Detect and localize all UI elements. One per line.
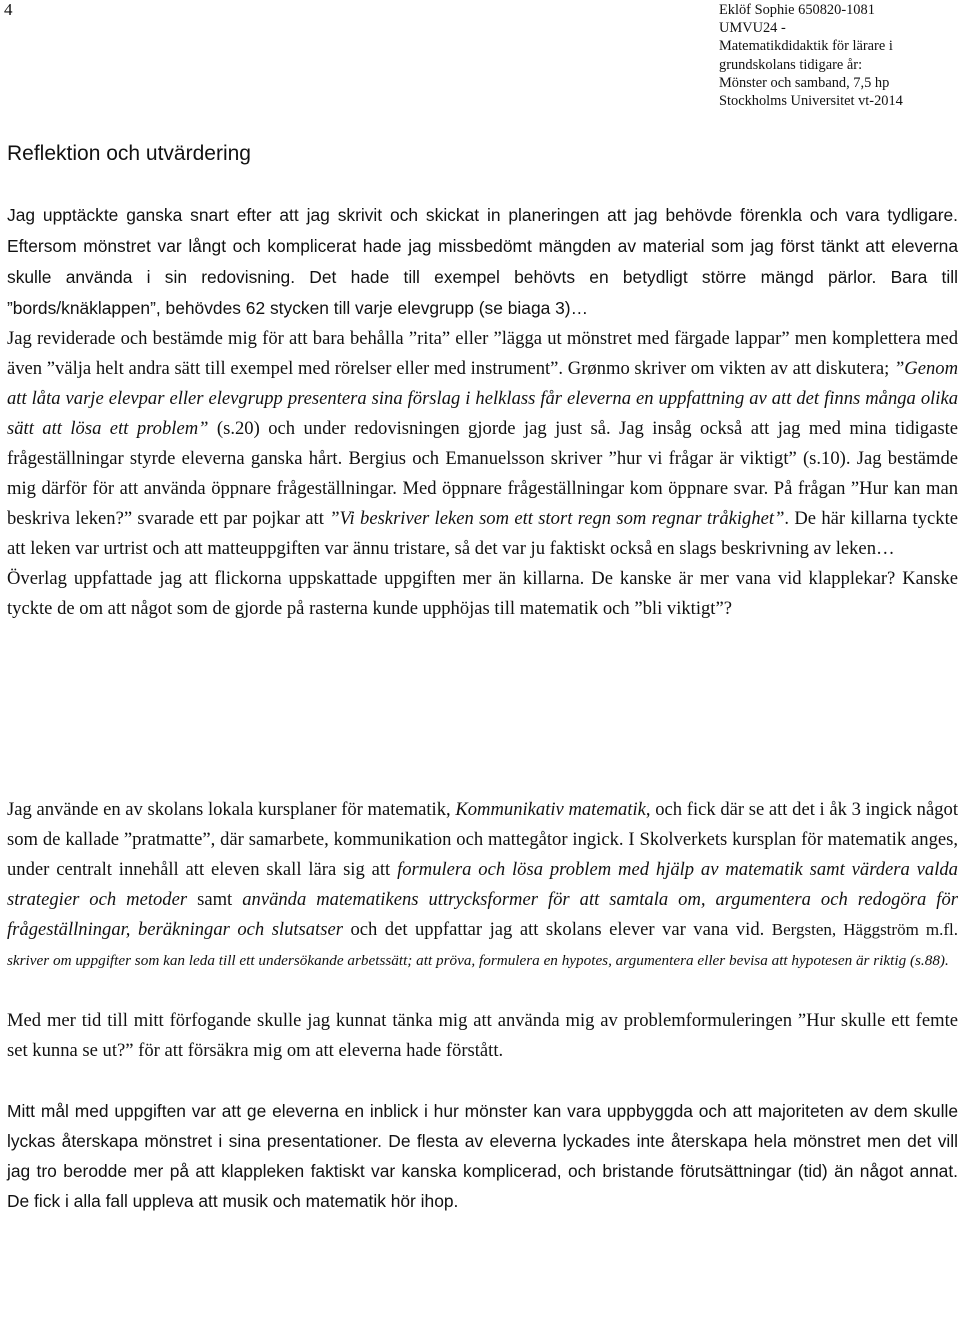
text-run: Det hade till exempel behövts en betydligt större mängd pärlor. <box>309 267 891 287</box>
header-line: grundskolans tidigare år: <box>719 56 863 73</box>
text-run: Bergius och Emanuelsson skriver ”hur vi frågar är viktigt” (s.10). <box>348 448 857 469</box>
section-title: Reflektion och utvärdering <box>7 142 251 165</box>
text-run: Grønmo skriver om vikten av att diskutera; <box>567 358 894 379</box>
body-section-2 <box>7 795 958 1216</box>
text-run: samt <box>187 889 243 910</box>
text-run: De kanske är mer vana vid klapplekar? <box>591 568 903 589</box>
paragraph-6: Mitt mål med uppgiften var att ge eleverna en inblick i hur mönster kan vara uppbyggda och att majoriteten av dem skulle lyckas återskapa mönstret i sina presentationer. De flesta av eleverna lyckades inte återskapa hela mönstret men det vill jag tro berodde mer på att klappleken faktiskt var kanska komplicerad, och bristande förutsättningar (tid) än något annat. De fick i alla fall uppleva att musik och matematik hör ihop. <box>7 1101 958 1211</box>
text-run: . De här killarna tyckte att leken var urtrist och att matteuppgiften var ännu tristare, så det var ju faktiskt också en slags beskrivning av leken… <box>7 508 958 559</box>
header-line: UMVU24 - <box>719 20 786 37</box>
paragraph-1 <box>7 200 958 324</box>
text-run: Jag insåg också att jag med mina tidigaste frågeställningar styrde eleverna ganska hårt. <box>7 418 958 469</box>
header-line: Matematikdidaktik för lärare i <box>719 38 893 55</box>
text-run: Överlag uppfattade jag att flickorna uppskattade uppgiften mer än killarna. <box>7 568 592 589</box>
paragraph-gap <box>7 976 958 1006</box>
quote-regn: ”Vi beskriver leken som ett stort regn som regnar tråkighet” <box>329 508 785 529</box>
header-line: Mönster och samband, 7,5 hp <box>719 74 890 91</box>
paragraph-2 <box>7 324 958 564</box>
document-header <box>719 1 959 110</box>
text-run: Jag använde en av skolans lokala kursplaner för matematik, <box>7 799 456 820</box>
header-line: Eklöf Sophie 650820-1081 <box>719 2 875 18</box>
italic-course-name: Kommunikativ matematik <box>455 799 646 820</box>
text-run: Jag bestämde mig därför för att använda öppnare frågeställningar. <box>7 448 958 499</box>
text-run: och det uppfattar jag att skolans elever var vana vid. <box>342 919 772 940</box>
text-run: Bergsten, Häggström m.fl. <box>771 920 958 939</box>
text-run: (s.20) och under redovisningen gjorde jag just så. <box>208 418 620 439</box>
text-run: På frågan ”Hur kan man beskriva leken?” svarade ett par pojkar att <box>7 478 959 529</box>
italic-curriculum-quote: använda matematikens uttrycksformer för att samtala om, argumentera och redogöra för frågeställningar, beräkningar och slutsatser <box>7 889 958 940</box>
italic-citation: skriver om uppgifter som kan leda till ett undersökande arbetssätt; att pröva, formulera en hypotes, argumentera eller bevisa att hypotesen är riktig (s.88). <box>7 952 949 969</box>
text-run: Bara till ”bords/knäklappen”, behövdes 62 stycken till varje elevgrupp (se biaga 3)… <box>7 267 958 318</box>
paragraph-5: Med mer tid till mitt förfogande skulle jag kunnat tänka mig att använda mig av problemformuleringen ”Hur skulle ett femte set kunna se ut?” för att försäkra mig om att eleverna hade förstått. <box>7 1010 958 1061</box>
quote-genom: ”Genom att låta varje elevpar eller elevgrupp presentera sina förslag i helklass får eleverna en uppfattning av att det finns många olika sätt att lösa ett problem” <box>7 358 958 439</box>
text-run: , och fick där se att det i åk 3 ingick något som de kallade ”pratmatte”, där samarbete, kommunikation och mattegåtor ingick. <box>7 799 958 850</box>
italic-curriculum-quote: formulera och lösa problem med hjälp av matematik samt värdera valda strategier och metoder <box>7 859 958 910</box>
header-line: Stockholms Universitet vt-2014 <box>719 93 903 110</box>
paragraph-3 <box>7 564 958 624</box>
page-number: 4 <box>4 0 13 19</box>
text-run: Jag reviderade och bestämde mig för att bara behålla ”rita” eller ”lägga ut mönstret med färgade lappar” men komplettera med även ”välja helt andra sätt till exempel med rörelser eller med instrument”. <box>7 328 958 379</box>
text-run: Jag upptäckte ganska snart efter att jag skrivit och skickat in planeringen att jag behövde förenkla och vara tydligare. Eftersom mönstret var långt och komplicerat hade jag missbedömt mängden av material som jag först tänkt att eleverna skulle använda i sin redovisning. <box>7 205 958 287</box>
text-run: Kanske tyckte de om att något som de gjorde på rasterna kunde upphöjas till matematik och ”bli viktigt”? <box>7 568 958 619</box>
text-run: Med öppnare frågeställningar kom öppnare svar. <box>402 478 774 499</box>
text-run: I Skolverkets kursplan för matematik anges, under centralt innehåll att eleven skall lära sig att <box>7 829 959 880</box>
body-section-1 <box>7 200 958 624</box>
paragraph-4 <box>7 795 958 976</box>
paragraph-gap <box>7 1066 958 1096</box>
